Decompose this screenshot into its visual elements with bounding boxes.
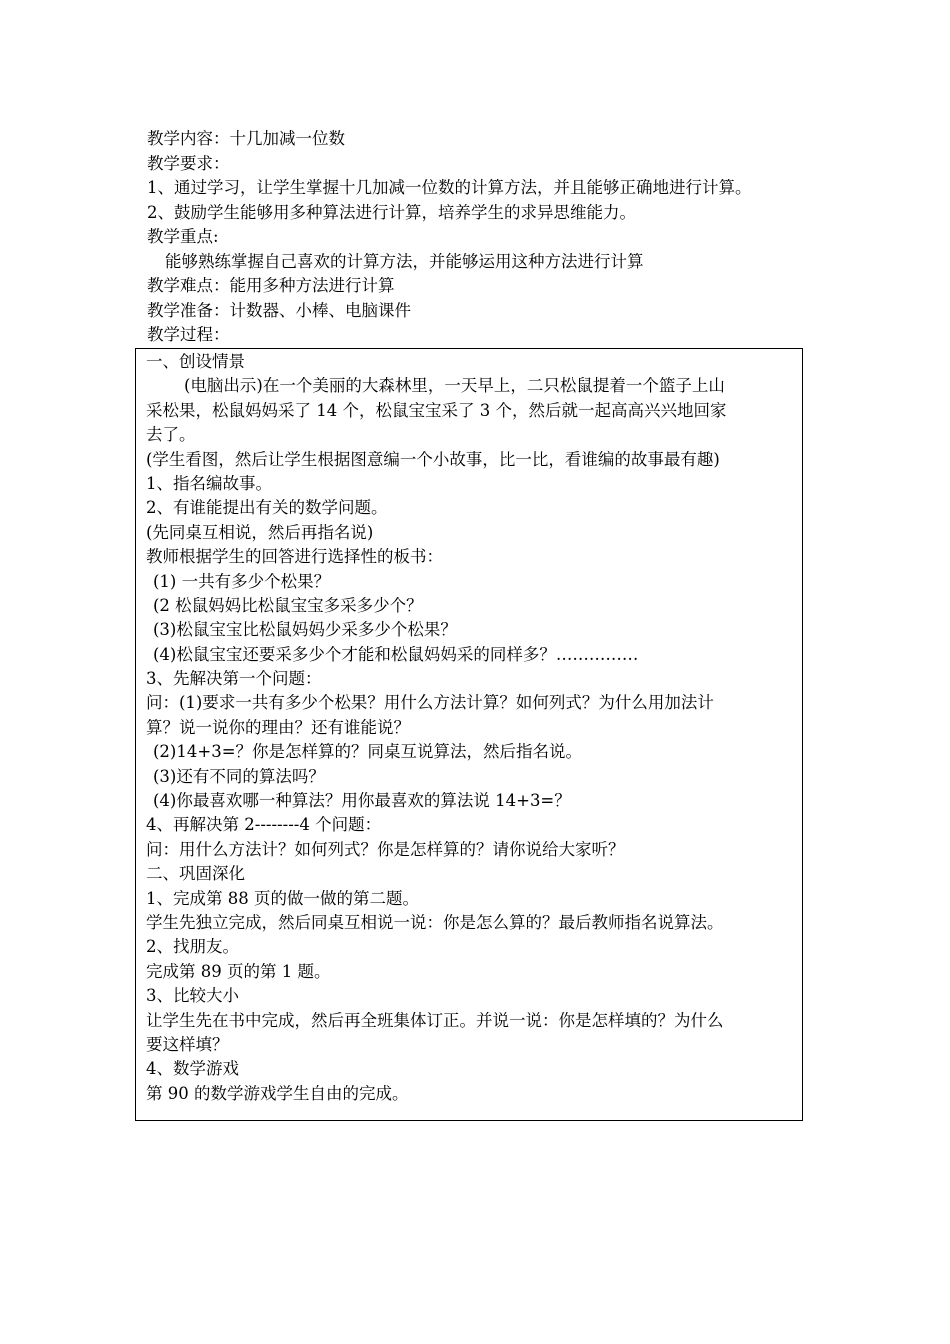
practice-1: 1、完成第 88 页的做一做的第二题。 [146,888,419,908]
preparation: 教学准备：计数器、小棒、电脑课件 [147,300,411,320]
requirements-title: 教学要求： [147,153,230,173]
practice-1-detail: 学生先独立完成，然后同桌互相说一说：你是怎么算的？最后教师指名说算法。 [146,912,724,932]
step-4-question: 问：用什么方法计？如何列式？你是怎样算的？请你说给大家听？ [146,839,625,859]
board-question-3: (3)松鼠宝宝比松鼠妈妈少采多少个松果？ [153,620,457,640]
step-3-question-4: (4)你最喜欢哪一种算法？用你最喜欢的算法说 14+3=？ [153,791,571,811]
lesson-content: 教学内容：十几加减一位数 [147,129,345,148]
board-question-2: (2 松鼠妈妈比松鼠宝宝多采多少个？ [153,595,423,615]
step-4: 4、再解决第 2--------4 个问题： [146,815,382,835]
story-instruction: (学生看图，然后让学生根据图意编一个小故事，比一比，看谁编的故事最有趣) [146,449,720,469]
board-question-1: (1) 一共有多少个松果？ [153,571,331,591]
key-points-title: 教学重点: [147,227,219,246]
practice-3-detail-b: 要这样填？ [146,1034,229,1054]
board-intro: 教师根据学生的回答进行选择性的板书： [146,547,443,567]
step-2: 2、有谁能提出有关的数学问题。 [146,498,388,518]
practice-4: 4、数学游戏 [146,1059,239,1079]
practice-3-detail-a: 让学生先在书中完成，然后再全班集体订正。并说一说：你是怎样填的？为什么 [146,1010,724,1030]
lesson-header [147,127,827,348]
section-1-title: 一、创设情景 [146,352,245,371]
story-line-1: (电脑出示)在一个美丽的大森林里，一天早上，二只松鼠提着一个篮子上山 [184,376,725,396]
story-line-3: 去了。 [146,425,196,445]
step-2-note: (先同桌互相说，然后再指名说) [146,522,374,542]
step-3-question-2: (2)14+3=？你是怎样算的？同桌互说算法，然后指名说。 [153,742,583,762]
teaching-process-box [135,348,803,1121]
step-3-question-1a: 问：(1)要求一共有多少个松果？用什么方法计算？如何列式？为什么用加法计 [146,693,714,713]
practice-3: 3、比较大小 [146,986,239,1006]
practice-2: 2、找朋友。 [146,937,239,957]
requirement-2: 2、鼓励学生能够用多种算法进行计算，培养学生的求异思维能力。 [147,202,636,222]
process-title: 教学过程： [147,325,230,344]
story-line-2: 采松果，松鼠妈妈采了 14 个，松鼠宝宝采了 3 个，然后就一起高高兴兴地回家 [146,400,727,420]
step-3-question-3: (3)还有不同的算法吗？ [153,766,325,786]
step-3-question-1b: 算？说一说你的理由？还有谁能说？ [146,717,410,737]
step-3: 3、先解决第一个问题： [146,669,322,689]
practice-4-detail: 第 90 的数学游戏学生自由的完成。 [146,1083,409,1103]
board-question-4: (4)松鼠宝宝还要采多少个才能和松鼠妈妈采的同样多？…………… [153,644,639,664]
practice-2-detail: 完成第 89 页的第 1 题。 [146,961,331,981]
section-2-title: 二、巩固深化 [146,864,245,884]
requirement-1: 1、通过学习，让学生掌握十几加减一位数的计算方法，并且能够正确地进行计算。 [147,178,752,197]
step-1: 1、指名编故事。 [146,473,272,493]
difficulty: 教学难点：能用多种方法进行计算 [147,276,395,295]
key-points: 能够熟练掌握自己喜欢的计算方法，并能够运用这种方法进行计算 [165,251,644,271]
